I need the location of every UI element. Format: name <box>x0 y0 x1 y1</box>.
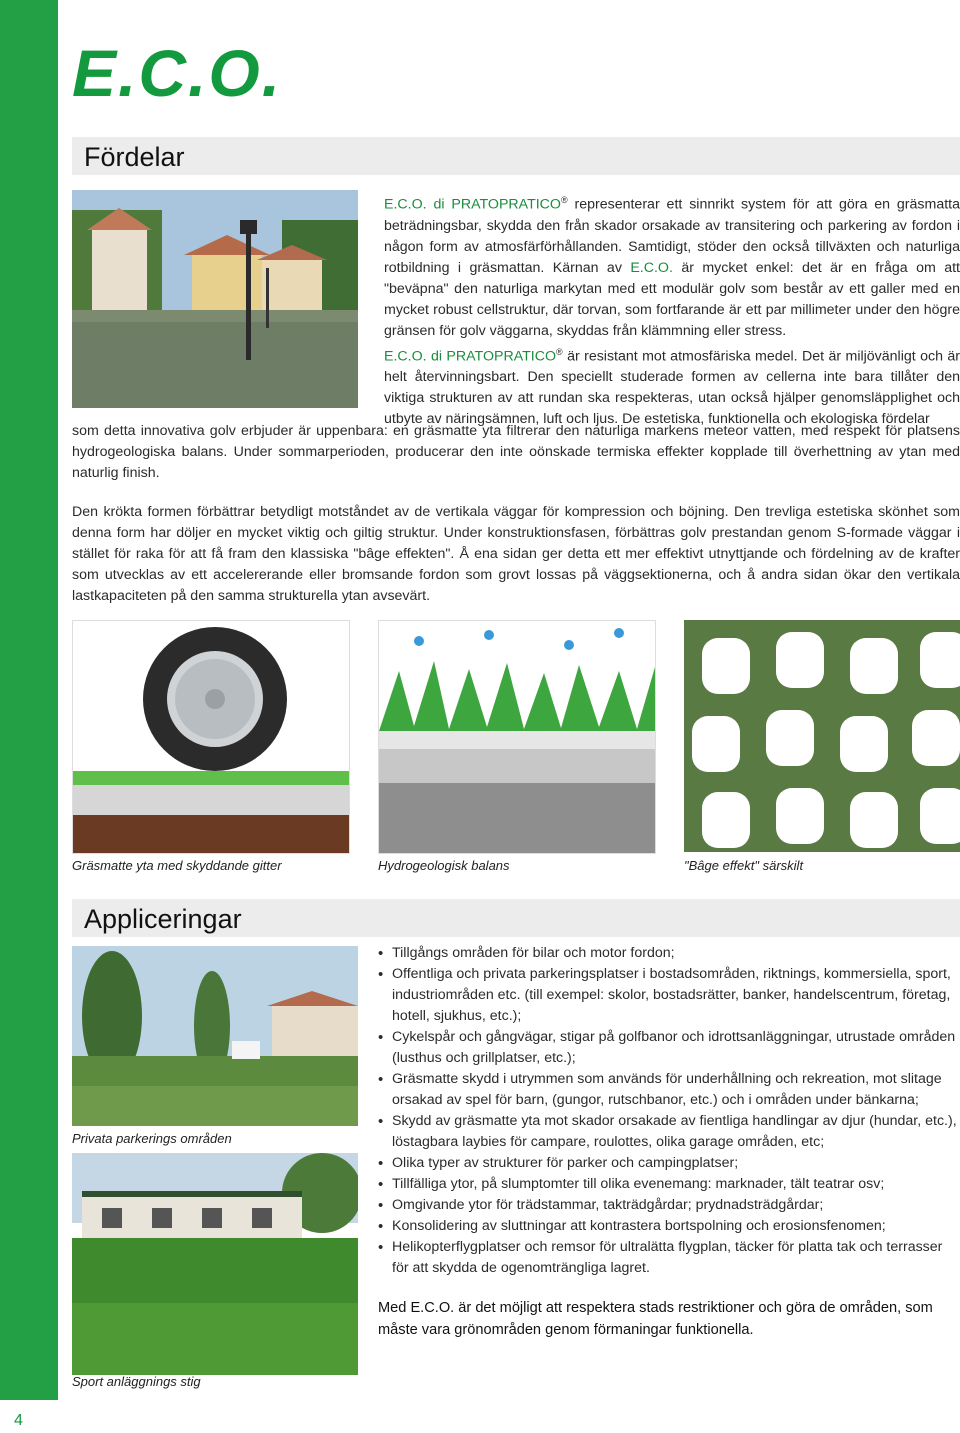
brand-name-2: E.C.O. <box>630 259 673 276</box>
list-item: • Tillfälliga ytor, på slumptomter till olika evenemang: marknader, tält teatrar osv; <box>378 1174 960 1195</box>
intro-text-3: är resistant mot atmosfäriska medel. Det är miljövänligt och är helt återvinningsbart. Den speciellt studerade formen av cellerna inte bara tillåter den viktiga strukturen av att rundan ska respekteras, utan också hjälper genomsläpplighet och utbyte av näringsämnen, luft och ljus. De estetiska, funktionella och ekologiska fördelar <box>384 348 960 428</box>
caption-hydro: Hydrogeologisk balans <box>378 858 510 873</box>
intro-paragraph <box>384 190 960 430</box>
closing-statement: Med E.C.O. är det möjligt att respektera stads restriktioner och göra de områden, som måste vara grönområden genom förmaningar funktionella. <box>378 1300 933 1338</box>
list-item: • Helikopterflygplatser och remsor för ultralätta flygplan, täcker för platta tak och terrasser för att skydda de ogenomträngliga lagret. <box>378 1237 960 1279</box>
brand-name: E.C.O. di PRATOPRATICO <box>384 196 561 213</box>
caption-parking: Privata parkerings områden <box>72 1131 232 1146</box>
plaza-photo <box>72 190 358 408</box>
list-item: • Olika typer av strukturer för parker och campingplatser; <box>378 1153 960 1174</box>
intro-text-1: representerar ett sinnrikt system för att göra en gräsmatta beträdningsbar, skydda den från skador orsakade av transitering och parkering av fordon i någon form av atmosfärförhållanden. Samtidigt, stöder den också tillväxten och naturliga rotbildning i gräsmattan. Kärnan av <box>384 196 960 276</box>
list-item: • Omgivande ytor för trädstammar, takträdgårdar; prydnadsträdgårdar; <box>378 1195 960 1216</box>
intro-text-2: är mycket enkel: det är en fråga om att "beväpna" den naturliga markytan med ett modulär golv som består av ett galler med en mycket robust cellstruktur, där torvan, som fortfarande är ett par millimeter under den högre gränsen för golv väggarna, skyddas från klämmning eller stress. <box>384 259 960 339</box>
sport-photo <box>72 1153 358 1375</box>
hydro-illustration <box>378 620 656 854</box>
registered-mark-2: ® <box>556 346 563 357</box>
intro-paragraph-continued: som detta innovativa golv erbjuder är uppenbara: en gräsmatte yta filtrerar den naturliga markens meteor vatten, med respekt för platsens hydrogeologiska balans. Under sommarperioden, producerar den inte oönskade termiska effekter kopplade till överhettning av ytan med naturlig finish. <box>72 423 960 481</box>
section-heading-appliceringar: Appliceringar <box>72 899 960 937</box>
caption-bage: "Bâge effekt" särskilt <box>684 858 804 873</box>
list-item: • Gräsmatte skydd i utrymmen som används för underhållning och rekreation, mot slitage orsakad av spel för barn, (gungor, rutschbanor, etc.) och i områden under bänkarna; <box>378 1069 960 1111</box>
caption-tire: Gräsmatte yta med skyddande gitter <box>72 858 282 873</box>
page-number: 4 <box>14 1412 23 1429</box>
list-item: • Offentliga och privata parkeringsplatser i bostadsområden, riktnings, kommersiella, sport, industriområden etc. (till exempel: skolor, bostadsrätter, banker, handelscentrum, företag, hotell, sjukhus, etc.); <box>378 964 960 1027</box>
applications-list <box>378 943 960 1279</box>
list-item: • Konsolidering av sluttningar att kontrastera bortspolning och erosionsfenomen; <box>378 1216 960 1237</box>
grid-photo <box>684 620 960 852</box>
caption-sport: Sport anläggnings stig <box>72 1374 201 1389</box>
green-sidebar <box>0 0 58 1400</box>
list-item: • Tillgångs områden för bilar och motor fordon; <box>378 943 960 964</box>
registered-mark: ® <box>560 195 568 205</box>
eco-logo: E.C.O. <box>72 36 283 110</box>
list-item: • Skydd av gräsmatte yta mot skador orsakade av fientliga handlingar av djur (hundar, etc.), löstagbara laybies för campare, roulottes, olika garage områden, etc; <box>378 1111 960 1153</box>
curved-form-paragraph: Den krökta formen förbättrar betydligt motståndet av de vertikala väggar för kompression och böjning. Den trevliga estetiska skönhet som denna form har döljer en mycket viktig och giltig struktur. Under konstruktionsfasen, förbättras golv prestandan genom S-formade väggar i stället för raka för att få fram den klassiska "bâge effekten". Å ena sidan ger detta ett mer effektivt utnyttjande och fördelning av de krafter som utvecklas av ett accelererande eller bromsande fordon som grovt lossas på väggsektionerna, och å andra sidan ökar den vertikala lastkapaciteten på den samma strukturella ytan avsevärt. <box>72 504 960 604</box>
tire-illustration <box>72 620 350 854</box>
section-heading-fordelar: Fördelar <box>72 137 960 175</box>
brand-name-3: E.C.O. di PRATOPRATICO <box>384 348 557 365</box>
list-item: • Cykelspår och gångvägar, stigar på golfbanor och idrottsanläggningar, utrustade områden (lusthus och grillplatser, etc.); <box>378 1027 960 1069</box>
parking-photo <box>72 946 358 1126</box>
